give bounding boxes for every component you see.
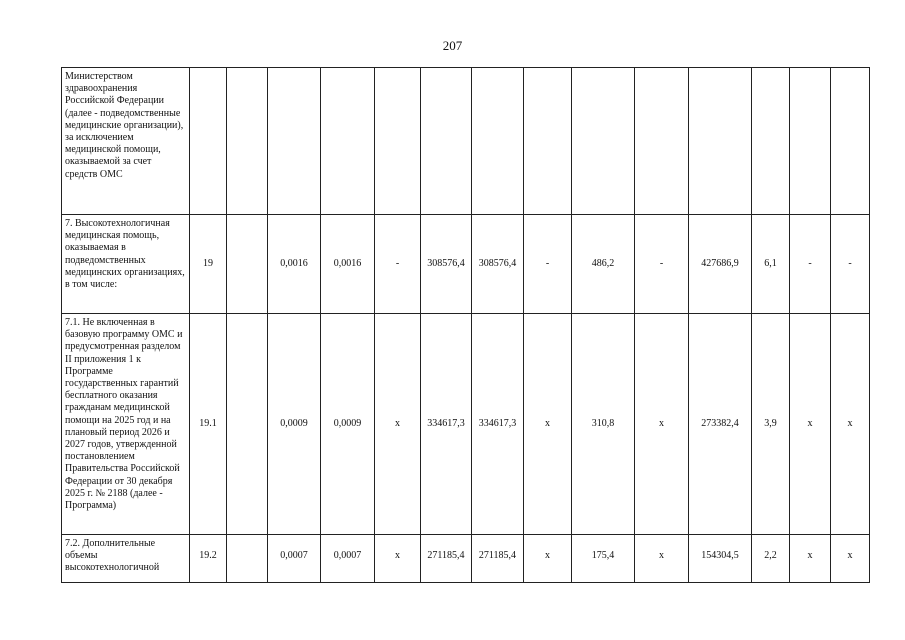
table-cell	[268, 68, 321, 215]
table-cell: -	[375, 215, 421, 314]
table-cell: 271185,4	[421, 535, 472, 583]
row-name-cell: 7.1. Не включенная в базовую программу ОМС и предусмотренная разделом II приложения 1 к Программе государственных гарантий бесплатного оказания гражданам медицинской помощи на 2025 год и на плановый период 2026 и 2027 годов, утвержденной постановлением Правительства Российской Федерации от 30 декабря 2025 г. № 2188 (далее - Программа)	[62, 314, 190, 535]
table-cell: х	[790, 314, 831, 535]
table-cell	[227, 314, 268, 535]
table-cell: 6,1	[752, 215, 790, 314]
table-cell	[689, 68, 752, 215]
row-name-cell: 7. Высокотехнологичная медицинская помощь, оказываемая в подведомственных медицинских организациях, в том числе:	[62, 215, 190, 314]
budget-table	[61, 67, 870, 583]
table-cell	[375, 68, 421, 215]
table-cell: 175,4	[572, 535, 635, 583]
table-cell	[831, 68, 870, 215]
table-cell: 19.2	[190, 535, 227, 583]
table-cell: х	[375, 535, 421, 583]
table-cell: х	[790, 535, 831, 583]
row-name-cell: 7.2. Дополнительные объемы высокотехнологичной	[62, 535, 190, 583]
table-cell: х	[635, 314, 689, 535]
table-cell	[790, 68, 831, 215]
table-cell: 0,0016	[268, 215, 321, 314]
table-cell: -	[524, 215, 572, 314]
table-cell: 0,0009	[321, 314, 375, 535]
page-number: 207	[442, 38, 463, 53]
table-cell	[635, 68, 689, 215]
table-cell	[227, 215, 268, 314]
row-name-cell: Министерством здравоохранения Российской Федерации (далее - подведомственные медицинские организации), за исключением медицинской помощи, оказываемой за счет средств ОМС	[62, 68, 190, 215]
table-cell: х	[635, 535, 689, 583]
table-cell: 310,8	[572, 314, 635, 535]
table-cell: 2,2	[752, 535, 790, 583]
table-cell: 308576,4	[472, 215, 524, 314]
table-cell: 19	[190, 215, 227, 314]
table-cell: -	[831, 215, 870, 314]
table-cell: 154304,5	[689, 535, 752, 583]
table-row	[62, 68, 870, 215]
table-cell: -	[635, 215, 689, 314]
table-cell: 19.1	[190, 314, 227, 535]
table-cell: 0,0007	[321, 535, 375, 583]
table-cell: 0,0009	[268, 314, 321, 535]
table-cell: 308576,4	[421, 215, 472, 314]
table-cell: 3,9	[752, 314, 790, 535]
table-row	[62, 314, 870, 535]
table-cell: х	[831, 535, 870, 583]
table-cell	[421, 68, 472, 215]
table-cell: 0,0007	[268, 535, 321, 583]
table-cell: 334617,3	[421, 314, 472, 535]
table-cell: 0,0016	[321, 215, 375, 314]
table-cell	[227, 68, 268, 215]
table-row	[62, 215, 870, 314]
table-cell	[524, 68, 572, 215]
table-cell: х	[375, 314, 421, 535]
table-cell	[472, 68, 524, 215]
table-cell	[572, 68, 635, 215]
table-cell	[752, 68, 790, 215]
table-cell: 271185,4	[472, 535, 524, 583]
table-cell: 486,2	[572, 215, 635, 314]
table-cell: х	[831, 314, 870, 535]
table-row	[62, 535, 870, 583]
table-cell: -	[790, 215, 831, 314]
table-cell: 334617,3	[472, 314, 524, 535]
table-cell: 273382,4	[689, 314, 752, 535]
table-cell: х	[524, 314, 572, 535]
table-cell: 427686,9	[689, 215, 752, 314]
table-cell: х	[524, 535, 572, 583]
table-cell	[227, 535, 268, 583]
table-cell	[190, 68, 227, 215]
table-cell	[321, 68, 375, 215]
